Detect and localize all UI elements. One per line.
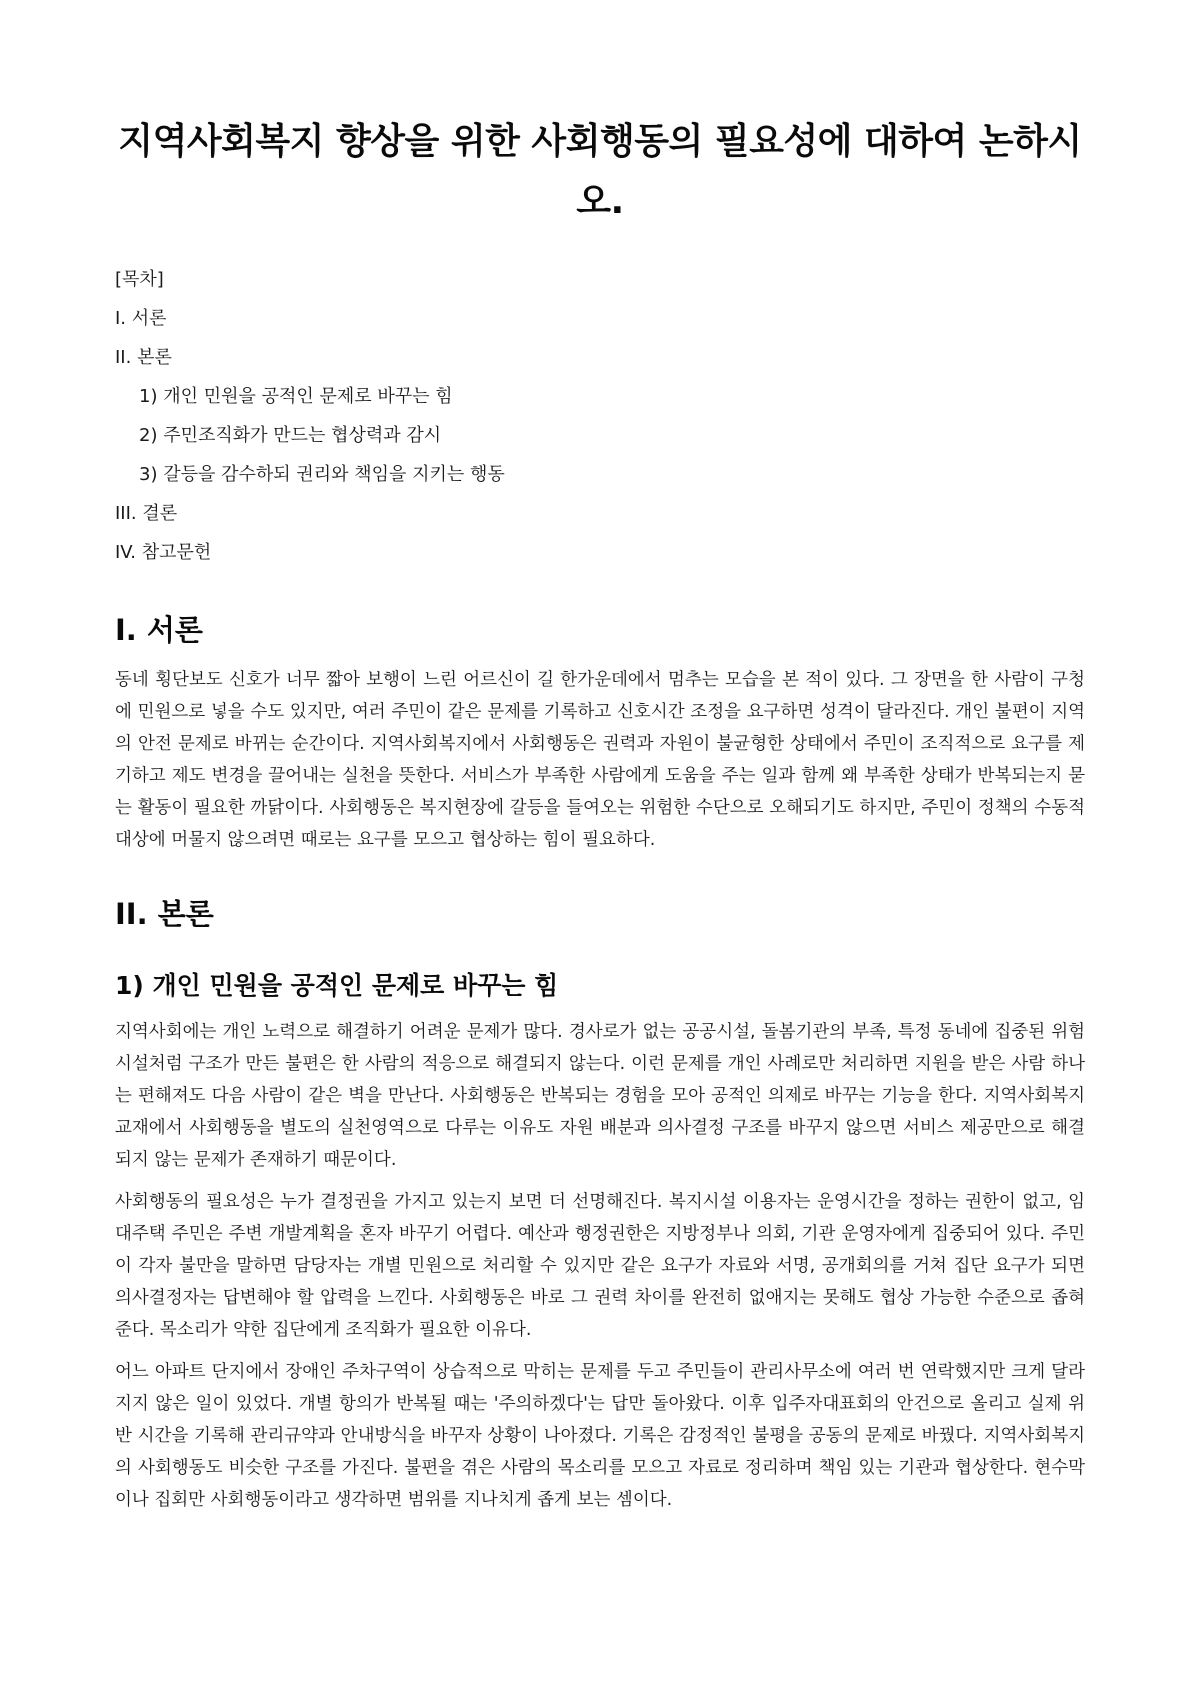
introduction-heading: I. 서론	[115, 613, 203, 647]
subsection-1-paragraph-3: 어느 아파트 단지에서 장애인 주차구역이 상습적으로 막히는 문제를 두고 주민들이 관리사무소에 여러 번 연락했지만 크게 달라지지 않은 일이 있었다. 개별 항의가 반복될 때는 '주의하겠다'는 답만 돌아왔다. 이후 입주자대표회의 안건으로 올리고 실제 위반 시간을 기록해 관리규약과 안내방식을 바꾸자 상황이 나아졌다. 기록은 감정적인 불평을 공동의 문제로 바꿨다. 지역사회복지의 사회행동도 비슷한 구조를 가진다. 불편을 겪은 사람의 목소리를 모으고 자료로 정리하며 책임 있는 기관과 협상한다. 현수막이나 집회만 사회행동이라고 생각하면 범위를 지나치게 좁게 보는 셈이다.	[115, 1362, 1085, 1510]
body-heading: II. 본론	[115, 897, 214, 931]
toc-subitem-1: 1) 개인 민원을 공적인 문제로 바꾸는 힘	[139, 386, 453, 407]
toc-subitem-3: 3) 갈등을 감수하되 권리와 책임을 지키는 행동	[139, 464, 505, 485]
subsection-1-heading: 1) 개인 민원을 공적인 문제로 바꾸는 힘	[115, 971, 559, 1000]
toc-item-conclusion: III. 결론	[115, 503, 178, 524]
subsection-1-paragraph-1: 지역사회에는 개인 노력으로 해결하기 어려운 문제가 많다. 경사로가 없는 공공시설, 돌봄기관의 부족, 특정 동네에 집중된 위험시설처럼 구조가 만든 불편은 한 사람의 적응으로 해결되지 않는다. 이런 문제를 개인 사례로만 처리하면 지원을 받은 사람 하나는 편해져도 다음 사람이 같은 벽을 만난다. 사회행동은 반복되는 경험을 모아 공적인 의제로 바꾸는 기능을 한다. 지역사회복지 교재에서 사회행동을 별도의 실천영역으로 다루는 이유도 자원 배분과 의사결정 구조를 바꾸지 않으면 서비스 제공만으로 해결되지 않는 문제가 존재하기 때문이다.	[115, 1022, 1085, 1170]
document-title: 지역사회복지 향상을 위한 사회행동의 필요성에 대하여 논하시오.	[118, 121, 1082, 222]
subsection-1-paragraph-2: 사회행동의 필요성은 누가 결정권을 가지고 있는지 보면 더 선명해진다. 복지시설 이용자는 운영시간을 정하는 권한이 없고, 임대주택 주민은 주변 개발계획을 혼자 바꾸기 어렵다. 예산과 행정권한은 지방정부나 의회, 기관 운영자에게 집중되어 있다. 주민이 각자 불만을 말하면 담당자는 개별 민원으로 처리할 수 있지만 같은 요구가 자료와 서명, 공개회의를 거쳐 집단 요구가 되면 의사결정자는 답변해야 할 압력을 느낀다. 사회행동은 바로 그 권력 차이를 완전히 없애지는 못해도 협상 가능한 수준으로 좁혀 준다. 목소리가 약한 집단에게 조직화가 필요한 이유다.	[115, 1192, 1085, 1340]
toc-item-introduction: I. 서론	[115, 308, 167, 329]
toc-item-body: II. 본론	[115, 347, 172, 368]
toc-item-references: IV. 참고문헌	[115, 542, 212, 563]
introduction-paragraph: 동네 횡단보도 신호가 너무 짧아 보행이 느린 어르신이 길 한가운데에서 멈추는 모습을 본 적이 있다. 그 장면을 한 사람이 구청에 민원으로 넣을 수도 있지만, 여러 주민이 같은 문제를 기록하고 신호시간 조정을 요구하면 성격이 달라진다. 개인 불편이 지역의 안전 문제로 바뀌는 순간이다. 지역사회복지에서 사회행동은 권력과 자원이 불균형한 상태에서 주민이 조직적으로 요구를 제기하고 제도 변경을 끌어내는 실천을 뜻한다. 서비스가 부족한 사람에게 도움을 주는 일과 함께 왜 부족한 상태가 반복되는지 묻는 활동이 필요한 까닭이다. 사회행동은 복지현장에 갈등을 들여오는 위험한 수단으로 오해되기도 하지만, 주민이 정책의 수동적 대상에 머물지 않으려면 때로는 요구를 모으고 협상하는 힘이 필요하다.	[115, 670, 1085, 850]
toc-heading: [목차]	[115, 269, 164, 290]
toc-subitem-2: 2) 주민조직화가 만드는 협상력과 감시	[139, 425, 442, 446]
table-of-contents	[115, 260, 1085, 572]
